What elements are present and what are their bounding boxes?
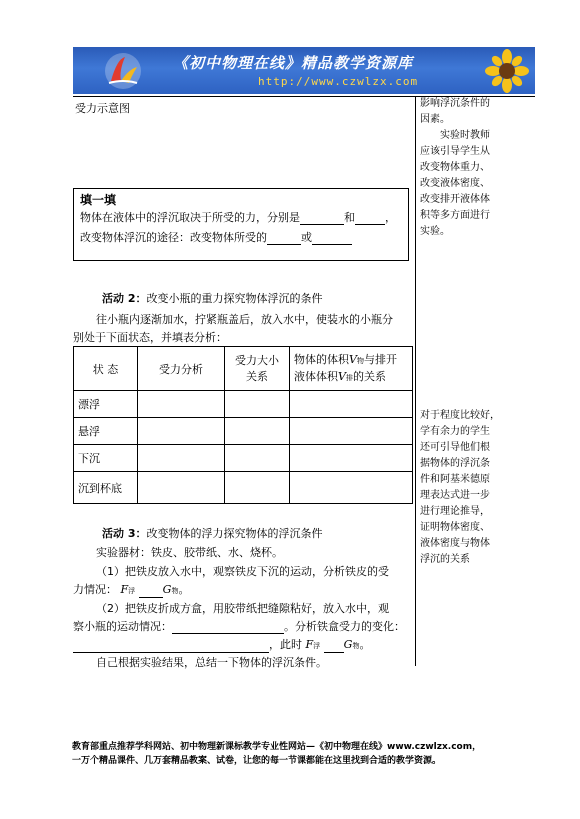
activity-3-step-2a: （2）把铁皮折成方盒，用胶带纸把缝隙粘好，放入水中，观 xyxy=(96,602,389,615)
banner-title: 《初中物理在线》精品教学资源库 xyxy=(173,54,414,72)
table-header-state: 状 态 xyxy=(74,347,138,391)
activity-3-heading: 活动 3：改变物体的浮力探究物体的浮沉条件 xyxy=(102,527,323,540)
activity-2-heading: 活动 2：改变小瓶的重力探究物体浮沉的条件 xyxy=(102,292,323,305)
activity-3-materials: 实验器材：铁皮、胶带纸、水、烧杯。 xyxy=(96,546,283,559)
blank-force-change[interactable] xyxy=(73,640,269,653)
table-cell[interactable] xyxy=(225,391,290,418)
fill-in-line-1: 物体在液体中的浮沉取决于所受的力，分别是 和 ， xyxy=(80,211,396,224)
banner-url[interactable]: http://www.czwlzx.com xyxy=(258,75,419,88)
state-table xyxy=(73,346,413,504)
activity-3-step-1b: 力情况： F浮 G物。 xyxy=(73,583,190,596)
activity-2-para-1: 往小瓶内逐渐加水，拧紧瓶盖后，放入水中，使装水的小瓶分 xyxy=(96,313,393,326)
fill-in-line-2: 改变物体浮沉的途径：改变物体所受的 或 xyxy=(80,231,352,245)
diagram-label: 受力示意图 xyxy=(75,102,130,115)
blank-motion[interactable] xyxy=(172,621,284,634)
footer-line-1: 教育部重点推荐学科网站、初中物理新课标教学专业性网站—《初中物理在线》www.czwlzx.com， xyxy=(72,742,482,752)
table-row xyxy=(74,472,413,504)
table-header-force: 受力分析 xyxy=(138,347,225,391)
blank-path-2[interactable] xyxy=(312,232,352,245)
table-row xyxy=(74,418,413,445)
activity-2-para-2: 别处于下面状态，并填表分析： xyxy=(73,331,227,344)
footer-line-2: 一万个精品课件、几万套精品教案、试卷，让您的每一节课都能在这里找到合适的教学资源。 xyxy=(72,756,442,766)
table-cell[interactable] xyxy=(290,418,413,445)
row-label: 漂浮 xyxy=(74,391,138,418)
column-divider xyxy=(415,96,416,666)
fill-in-box xyxy=(73,188,409,261)
table-cell[interactable] xyxy=(290,391,413,418)
table-cell[interactable] xyxy=(290,445,413,472)
header-banner xyxy=(73,47,535,94)
table-row xyxy=(74,445,413,472)
table-row xyxy=(74,391,413,418)
side-note-1: 影响浮沉条件的 因素。 实验时教师 应该引导学生从 改变物体重力、 改变液体密度、 改变排开液体体 积等多方面进行 实验。 xyxy=(420,98,490,237)
table-header-volume: 物体的体积V物与排开 液体体积V排的关系 xyxy=(290,347,413,391)
fill-in-heading: 填一填 xyxy=(80,193,117,207)
table-cell[interactable] xyxy=(290,472,413,504)
table-cell[interactable] xyxy=(138,418,225,445)
blank-path-1[interactable] xyxy=(267,232,301,245)
row-label: 沉到杯底 xyxy=(74,472,138,504)
table-header-relation: 受力大小 关系 xyxy=(225,347,290,391)
activity-3-step-2b: 察小瓶的运动情况： 。分析铁盒受力的变化： xyxy=(73,620,405,633)
table-cell[interactable] xyxy=(225,445,290,472)
site-logo-icon xyxy=(103,51,143,91)
activity-3-conclusion: 自己根据实验结果，总结一下物体的浮沉条件。 xyxy=(96,656,327,669)
blank-force-1[interactable] xyxy=(300,212,344,225)
side-note-2: 对于程度比较好， 学有余力的学生 还可引导他们根 据物体的浮沉条 件和阿基米德原 理表达式进一步 进行理论推导， 证明物体密度、 液体密度与物体 浮沉的关系 xyxy=(420,410,500,565)
table-cell[interactable] xyxy=(138,391,225,418)
sunflower-icon xyxy=(483,49,531,93)
table-cell[interactable] xyxy=(138,445,225,472)
table-cell[interactable] xyxy=(225,418,290,445)
blank-compare-1[interactable] xyxy=(139,585,163,598)
activity-3-step-2c: ，此时 F浮 G物。 xyxy=(73,638,370,653)
table-cell[interactable] xyxy=(138,472,225,504)
blank-compare-2[interactable] xyxy=(324,640,344,653)
row-label: 下沉 xyxy=(74,445,138,472)
blank-force-2[interactable] xyxy=(355,212,385,225)
table-cell[interactable] xyxy=(225,472,290,504)
row-label: 悬浮 xyxy=(74,418,138,445)
activity-3-step-1a: （1）把铁皮放入水中，观察铁皮下沉的运动，分析铁皮的受 xyxy=(96,565,389,578)
